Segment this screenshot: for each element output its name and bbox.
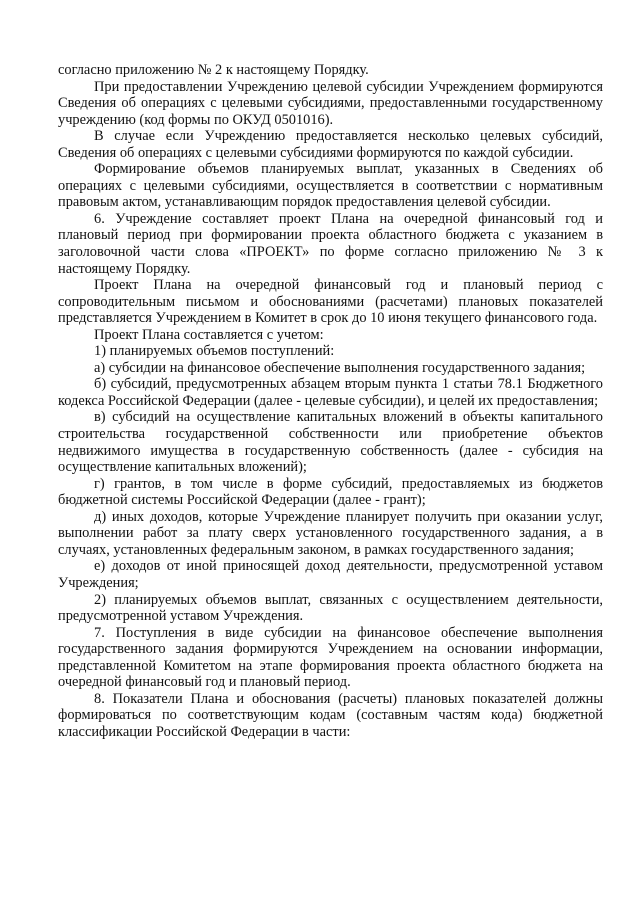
paragraph-item-7: 7. Поступления в виде субсидии на финансовое обеспечение выполнения государственного задания формируются Учреждением на основании информации, представленной Комитетом на этапе формирования проекта областного бюджета на очередной финансовый год и плановый период. [58,624,603,691]
paragraph-subitem-1: 1) планируемых объемов поступлений: [94,343,335,360]
paragraph-subitem-2: 2) планируемых объемов выплат, связанных с осуществлением деятельности, предусмотренной уставом Учреждения. [58,591,603,625]
paragraph-subitem-e: е) доходов от иной приносящей доход деятельности, предусмотренной уставом Учреждения; [58,558,603,591]
paragraph-subitem-b: б) субсидий, предусмотренных абзацем вторым пункта 1 статьи 78.1 Бюджетного кодекса Российской Федерации (далее - целевые субсидии), и целей их предоставления; [58,376,603,409]
paragraph-continuation: согласно приложению № 2 к настоящему Порядку. [58,62,369,78]
paragraph-draft-plan-submission: Проект Плана на очередной финансовый год и плановый период с сопроводительным письмом и обоснованиями (расчетами) плановых показателей представляется Учреждением в Комитет в срок до 10 июня текущего финансового года. [58,277,603,327]
paragraph-subitem-v: в) субсидий на осуществление капитальных вложений в объекты капитального строительства государственной собственности или приобретение объектов недвижимого имущества в государственную собственность (далее - субсидия на осуществление капитальных вложений); [58,409,603,476]
paragraph-item-6: 6. Учреждение составляет проект Плана на очередной финансовый год и плановый период при формировании проекта областного бюджета с указанием в заголовочной части слова «ПРОЕКТ» по форме согласно приложению № 3 к настоящему Порядку. [58,210,603,277]
paragraph-multiple-subsidies: В случае если Учреждению предоставляется несколько целевых субсидий, Сведения об операциях с целевыми субсидиями формируются по каждой субсидии. [58,128,603,161]
paragraph-subitem-d: д) иных доходов, которые Учреждение планирует получить при оказании услуг, выполнении работ за плату сверх установленного государственного задания, а в случаях, установленных федеральным законом, в рамках государственного задания; [58,508,603,558]
paragraph-item-8: 8. Показатели Плана и обоснования (расчеты) плановых показателей должны формироваться по соответствующим кодам (составным частям кода) бюджетной классификации Российской Федерации в части: [58,690,603,740]
paragraph-draft-plan-basis: Проект Плана составляется с учетом: [94,326,324,343]
paragraph-subitem-g: г) грантов, в том числе в форме субсидий, предоставляемых из бюджетов бюджетной системы Российской Федерации (далее - грант); [58,475,603,509]
paragraph-subitem-a: а) субсидии на финансовое обеспечение выполнения государственного задания; [94,359,586,376]
paragraph-target-subsidy-info: При предоставлении Учреждению целевой субсидии Учреждением формируются Сведения об операциях с целевыми субсидиями, предоставленными государственному учреждению (код формы по ОКУД 0501016). [58,78,603,128]
paragraph-planned-payments: Формирование объемов планируемых выплат, указанных в Сведениях об операциях с целевыми субсидиями, осуществляется в соответствии с нормативным правовым актом, устанавливающим порядок предоставления целевой субсидии. [58,161,603,211]
document-page [58,62,603,740]
